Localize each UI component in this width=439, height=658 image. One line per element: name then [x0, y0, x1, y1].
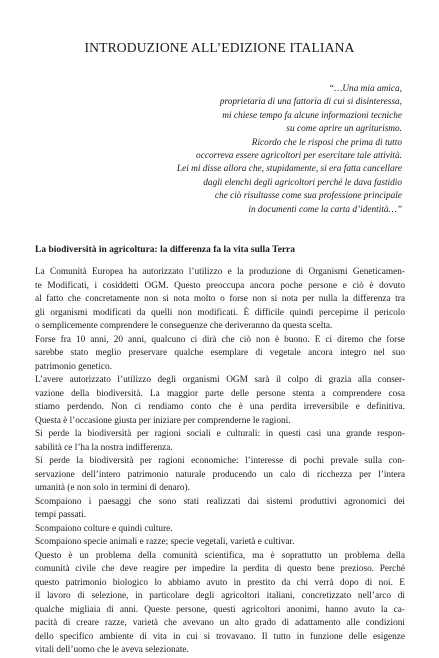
- body-line: gli organismi modificati da quelli non modificati. È difficile quindi percepirne il pericolo: [35, 307, 405, 318]
- body-line: Questo è un problema della comunità scientifica, ma è soprattutto un problema della: [35, 550, 405, 561]
- body-line: La Comunità Europea ha autorizzato l’utilizzo e la produzione di Organismi Geneticamen-: [35, 267, 405, 277]
- body-line: vitali dell’uomo che le aveva selezionate.: [35, 645, 189, 655]
- body-text: [35, 266, 405, 658]
- body-line: qualche migliaia di anni. Queste persone, questi agricoltori anonimi, hanno avuto la ca-: [35, 604, 405, 615]
- body-line: vazione della biodiversità. La maggior parte delle persone stenta a comprendere cosa: [35, 388, 405, 399]
- body-line: te Modificati, i cosiddetti OGM. Questo preoccupa ancora poche persone e ciò è dovuto: [35, 280, 405, 291]
- epigraph-line: su come aprire un agriturismo.: [286, 124, 402, 135]
- epigraph-line: Lei mi disse allora che, stupidamente, si era fatta cancellare: [176, 164, 402, 175]
- epigraph-line: Ricordo che le risposi che prima di tutto: [251, 137, 402, 148]
- body-line: pacità di creare razze, varietà che avevano un alto grado di adattamento alle condizioni: [35, 618, 405, 628]
- epigraph-quote: [62, 83, 402, 217]
- body-line: o semplicemente comprendere le conseguenze che deriveranno da questa scelta.: [35, 321, 333, 331]
- epigraph-line: occorreva essere agricoltori per esercitare tale attività.: [196, 151, 402, 162]
- epigraph-line: in documenti come la carta d’identità…”: [248, 204, 402, 215]
- body-line: tempi passati.: [35, 510, 87, 520]
- page-title: INTRODUZIONE ALL’EDIZIONE ITALIANA: [84, 40, 355, 55]
- epigraph-line: che ciò risultasse come sua professione principale: [214, 191, 402, 202]
- epigraph-line: dagli elenchi degli agricoltori perché le dava fastidio: [203, 177, 402, 188]
- body-line: sarebbe stato meglio preservare qualche esemplare di vegetale ancora integro nel suo: [35, 348, 405, 358]
- epigraph-line: proprietaria di una fattoria di cui si disinteressa,: [219, 97, 402, 108]
- body-line: patrimonio genetico.: [35, 361, 112, 372]
- section-heading: La biodiversità in agricoltura: la differenza fa la vita sulla Terra: [35, 245, 296, 255]
- body-line: Si perde la biodiversità per ragioni sociali e culturali: in questi casi una grande respon-: [35, 429, 405, 439]
- body-line: al fatto che concretamente non si nota molto o forse non si nota per nulla la differenza tra: [35, 294, 405, 304]
- body-line: dello specifico ambiente di vita in cui si trovavano. Il tutto in funzione delle esigenze: [35, 631, 405, 642]
- body-line: Scompaiono colture e quindi culture.: [35, 523, 173, 534]
- body-line: Si perde la biodiversità per ragioni economiche: l’interesse di pochi prevale sulla con-: [35, 456, 405, 466]
- body-line: Questa è l’occasione giusta per iniziare per comprenderne le ragioni.: [35, 415, 291, 426]
- epigraph-line: “…Una mia amica,: [328, 84, 402, 94]
- body-line: L’avere autorizzato l’utilizzo degli organismi OGM sarà il colpo di grazia alla conser-: [35, 375, 405, 385]
- body-line: questo patrimonio biologico lo abbiamo avuto in prestito da chi verrà dopo di noi. E: [35, 577, 405, 588]
- body-line: Forse fra 10 anni, 20 anni, qualcuno ci dirà che ciò non è buono. E ci diremo che forse: [35, 334, 405, 345]
- body-line: sabilità ce l’ha la nostra indifferenza.: [35, 442, 173, 453]
- body-line: il lavoro di selezione, in particolare degli agricoltori italiani, concretizzato nell’arco di: [35, 591, 405, 601]
- body-line: Scompaiono i paesaggi che sono stati realizzati dai sistemi produttivi agronomici dei: [35, 496, 405, 507]
- body-line: servazione dell’intero patrimonio naturale producendo un calo di ricchezza per l’intera: [35, 469, 405, 480]
- body-line: umanità (e non solo in termini di denaro).: [35, 483, 190, 493]
- body-line: comunità civile che deve reagire per impedire la perdita di questo bene prezioso. Perché: [35, 564, 405, 574]
- body-line: Scompaiono specie animali e razze; specie vegetali, varietà e cultivar.: [35, 537, 295, 547]
- body-line: stiamo perdendo. Non ci rendiamo conto che è una perdita irreversibile e definitiva.: [35, 402, 405, 412]
- epigraph-line: mi chiese tempo fa alcune informazioni tecniche: [222, 110, 402, 121]
